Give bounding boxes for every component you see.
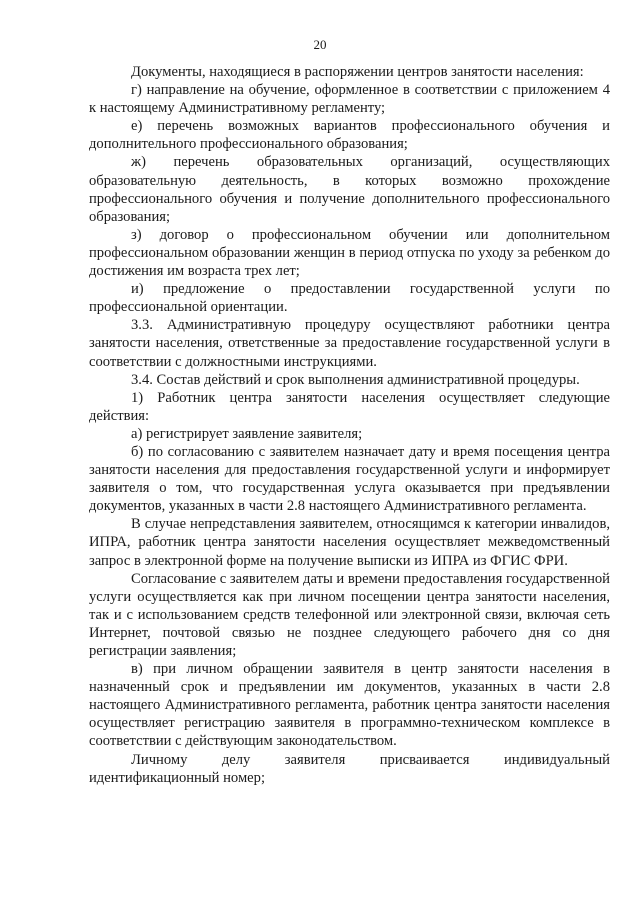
document-body bbox=[89, 63, 610, 787]
item-i-paragraph: и) предложение о предоставлении государственной услуги по профессиональной ориентации. bbox=[89, 281, 610, 316]
subitem-a-paragraph: а) регистрирует заявление заявителя; bbox=[131, 425, 363, 442]
personal-file-paragraph: Личному делу заявителя присваивается индивидуальный идентификационный номер; bbox=[89, 751, 610, 786]
subitem-v-paragraph: в) при личном обращении заявителя в центр занятости населения в назначенный срок и предъявлении им документов, указанных в части 2.8 настоящего Административного регламента, работник центра занятости населения осуществляет регистрацию заявителя в программно-техническом комплексе в соответствии с действующим законодательством. bbox=[89, 661, 610, 750]
section-3-4-paragraph: 3.4. Состав действий и срок выполнения административной процедуры. bbox=[131, 371, 580, 388]
item-g-paragraph: г) направление на обучение, оформленное в соответствии с приложением 4 к настоящему Административному регламенту; bbox=[89, 82, 610, 117]
page-number: 20 bbox=[313, 37, 327, 52]
subitem-b-paragraph: б) по согласованию с заявителем назначает дату и время посещения центра занятости населения для предоставления государственной услуги и информирует заявителя о том, что государственная услуга оказывается при предъявлении документов, указанных в части 2.8 настоящего Административного регламента. bbox=[89, 443, 610, 515]
documents-intro-paragraph: Документы, находящиеся в распоряжении центров занятости населения: bbox=[131, 64, 584, 80]
item-z-paragraph: з) договор о профессиональном обучении или дополнительном профессиональном образовании женщин в период отпуска по уходу за ребенком до достижения им возраста трех лет; bbox=[89, 226, 610, 280]
item-e-paragraph: е) перечень возможных вариантов профессионального обучения и дополнительного профессионального образования; bbox=[89, 118, 610, 153]
scheduling-paragraph: Согласование с заявителем даты и времени предоставления государственной услуги осуществляется как при личном посещении центра занятости населения, так и с использованием средств телефонной или электронной связи, включая сеть Интернет, почтовой связью не позднее следующего рабочего дня со дня регистрации заявления; bbox=[89, 570, 610, 659]
item-zh-paragraph: ж) перечень образовательных организаций, осуществляющих образовательную деятельность, в которых возможно прохождение профессионального обучения и получение дополнительного профессионального образования; bbox=[89, 154, 610, 225]
section-3-3-paragraph: 3.3. Административную процедуру осуществляют работники центра занятости населения, ответственные за предоставление государственной услуги в соответствии с должностными инструкциями. bbox=[89, 317, 610, 370]
disability-request-paragraph: В случае непредставления заявителем, относящимся к категории инвалидов, ИПРА, работник центра занятости населения осуществляет межведомственный запрос в электронной форме на получение выписки из ИПРА из ФГИС ФРИ. bbox=[89, 516, 610, 569]
step-1-paragraph: 1) Работник центра занятости населения осуществляет следующие действия: bbox=[89, 389, 610, 424]
